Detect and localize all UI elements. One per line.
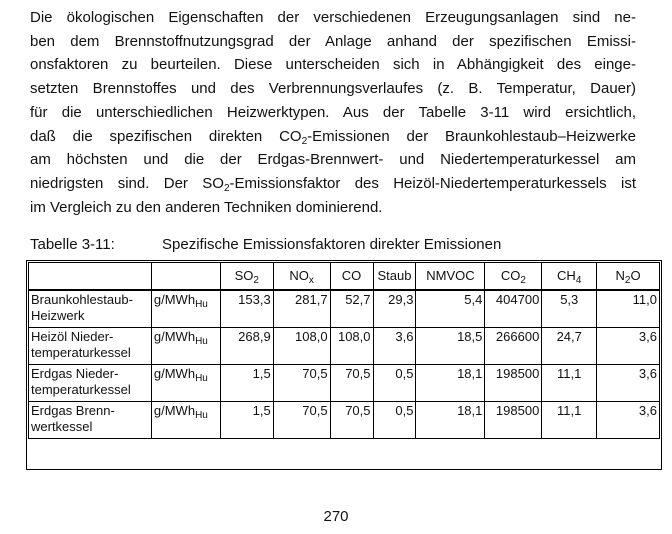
body-paragraph	[30, 6, 636, 219]
paragraph-line: ben dem Brennstoffnutzungsgrad der Anlage anhand der spezifischen Emissi-	[30, 32, 636, 50]
paragraph-line: Die ökologischen Eigenschaften der verschiedenen Erzeugungsanlagen sind ne-	[30, 9, 636, 26]
value-cell: 0,5	[373, 365, 416, 402]
table-title: Spezifische Emissionsfaktoren direkter Emissionen	[162, 236, 502, 253]
emission-factors-table	[28, 262, 660, 439]
header-cell: $SO_2$	[220, 263, 273, 291]
value-cell: 198500	[485, 365, 542, 402]
header-cell: $NO_x$	[273, 263, 330, 291]
value-cell: 1,5	[220, 365, 273, 402]
value-cell: 108,0	[330, 328, 373, 365]
header-cell: NMVOC	[416, 263, 485, 291]
value-cell: 70,5	[330, 402, 373, 439]
value-cell: 3,6	[597, 328, 660, 365]
value-cell: 404700	[485, 290, 542, 328]
value-cell: 70,5	[273, 365, 330, 402]
value-cell: 266600	[485, 328, 542, 365]
paragraph-line: setzten Brennstoffes und des Verbrennungsverlaufes (z. B. Temperatur, Dauer)	[30, 80, 636, 98]
paragraph-line: im Vergleich zu den anderen Techniken dominierend.	[30, 198, 383, 216]
unit-cell: g/MWh$_{Hu}$	[151, 328, 220, 365]
header-cell	[151, 263, 220, 291]
header-cell: Staub	[373, 263, 416, 291]
value-cell: 3,6	[373, 328, 416, 365]
value-cell: 29,3	[373, 290, 416, 328]
header-cell	[29, 263, 152, 291]
table-row	[29, 402, 660, 439]
value-cell: 108,0	[273, 328, 330, 365]
paragraph-line: für die unterschiedlichen Heizwerktypen. Aus der Tabelle 3-11 wird ersichtlich,	[30, 103, 636, 121]
table-row	[29, 328, 660, 365]
value-cell: 70,5	[330, 365, 373, 402]
table-header-row	[29, 263, 660, 291]
plant-type-cell: Erdgas Nieder- temperaturkessel	[29, 365, 152, 402]
plant-type-cell: Heizöl Nieder- temperaturkessel	[29, 328, 152, 365]
value-cell: 198500	[485, 402, 542, 439]
value-cell: 3,6	[597, 365, 660, 402]
value-cell: 18,5	[416, 328, 485, 365]
header-cell: $CO_2$	[485, 263, 542, 291]
paragraph-line: onsfaktoren zu beurteilen. Diese unterscheiden sich in Abhängigkeit des einge-	[30, 56, 636, 74]
value-cell: 18,1	[416, 402, 485, 439]
paragraph-line: am höchsten und die der Erdgas-Brennwert- und Niedertemperaturkessel am	[30, 151, 636, 169]
value-cell: 5,4	[416, 290, 485, 328]
value-cell: 3,6	[597, 402, 660, 439]
table-row	[29, 290, 660, 328]
value-cell: 0,5	[373, 402, 416, 439]
header-cell: $CH_4$	[542, 263, 597, 291]
header-cell: $N_2O$	[597, 263, 660, 291]
header-cell: CO	[330, 263, 373, 291]
page-number: 270	[323, 508, 349, 525]
value-cell: 11,1	[542, 402, 597, 439]
value-cell: 281,7	[273, 290, 330, 328]
table-number: Tabelle 3-11:	[30, 236, 115, 253]
value-cell: 70,5	[273, 402, 330, 439]
value-cell: 5,3	[542, 290, 597, 328]
unit-cell: g/MWh$_{Hu}$	[151, 290, 220, 328]
unit-cell: g/MWh$_{Hu}$	[151, 365, 220, 402]
value-cell: 24,7	[542, 328, 597, 365]
value-cell: 11,0	[597, 290, 660, 328]
value-cell: 52,7	[330, 290, 373, 328]
table-row	[29, 365, 660, 402]
value-cell: 18,1	[416, 365, 485, 402]
table-caption	[30, 236, 501, 253]
plant-type-cell: Erdgas Brenn- wertkessel	[29, 402, 152, 439]
plant-type-cell: Braunkohlestaub- Heizwerk	[29, 290, 152, 328]
paragraph-line: daß die spezifischen direkten $CO_2$-Emissionen der Braunkohlestaub–Heizwerke	[30, 127, 636, 147]
value-cell: 1,5	[220, 402, 273, 439]
value-cell: 268,9	[220, 328, 273, 365]
value-cell: 153,3	[220, 290, 273, 328]
unit-cell: g/MWh$_{Hu}$	[151, 402, 220, 439]
value-cell: 11,1	[542, 365, 597, 402]
paragraph-line: niedrigsten sind. Der $SO_2$-Emissionsfaktor des Heizöl-Niedertemperaturkessels ist	[30, 174, 636, 194]
